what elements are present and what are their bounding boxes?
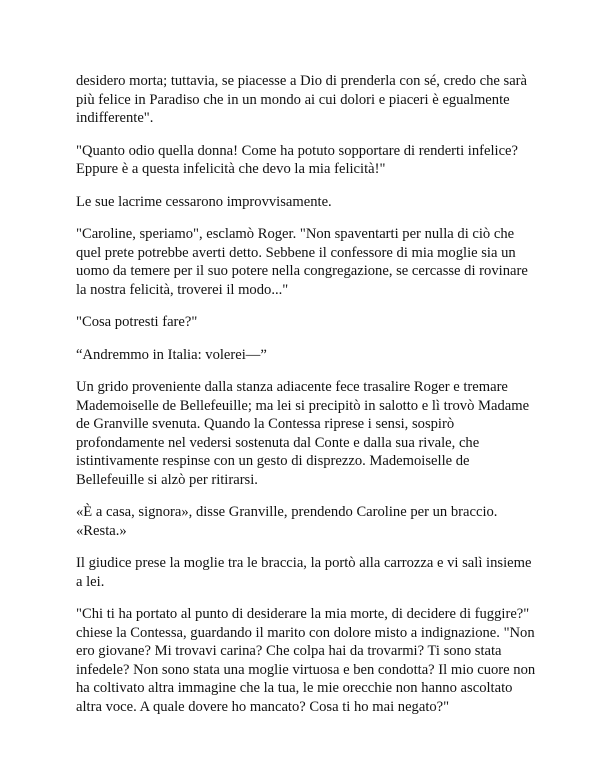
paragraph: “Andremmo in Italia: volerei—” [76, 346, 267, 363]
paragraph: Il giudice prese la moglie tra le braccia, la portò alla carrozza e vi salì insieme a lei. [76, 555, 532, 590]
paragraph: desidero morta; tuttavia, se piacesse a Dio di prenderla con sé, credo che sarà più felice in Paradiso che in un mondo ai cui dolori e piaceri è egualmente indifferente". [76, 73, 528, 126]
document-page [76, 72, 536, 730]
paragraph: "Quanto odio quella donna! Come ha potuto sopportare di renderti infelice? Eppure è a questa infelicità che devo la mia felicità!" [76, 142, 519, 177]
paragraph: Le sue lacrime cessarono improvvisamente. [76, 193, 332, 210]
paragraph: "Cosa potresti fare?" [76, 314, 198, 330]
paragraph: "Caroline, speriamo", esclamò Roger. "Non spaventarti per nulla di ciò che quel prete potrebbe averti detto. Sebbene il confessore di mia moglie sia un uomo da temere per il suo potere nella congregazione, se cercasse di rovinare la nostra felicità, troverei il modo..." [76, 226, 528, 298]
paragraph: «È a casa, signora», disse Granville, prendendo Caroline per un braccio. [76, 504, 498, 520]
paragraph: "Chi ti ha portato al punto di desiderare la mia morte, di decidere di fuggire?" chiese la Contessa, guardando il marito con dolore misto a indignazione. "Non ero giovane? Mi trovavi carina? Che colpa hai da trovarmi? Ti sono stata infedele? Non sono stata una moglie virtuosa e ben condotta? Il mio cuore non ha coltivato altra immagine che la tua, le mie orecchie non hanno ascoltato altra voce. A quale dovere ho mancato? Cosa ti ho mai negato?" [76, 606, 536, 715]
paragraph: «Resta.» [76, 522, 127, 539]
paragraph: Un grido proveniente dalla stanza adiacente fece trasalire Roger e tremare Mademoiselle de Bellefeuille; ma lei si precipitò in salotto e lì trovò Madame de Granville svenuta. Quando la Contessa riprese i sensi, sospirò profondamente nel vedersi sostenuta dal Conte e dalla sua rivale, che istintivamente respinse con un gesto di disprezzo. Mademoiselle de Bellefeuille si alzò per ritirarsi. [76, 379, 530, 488]
